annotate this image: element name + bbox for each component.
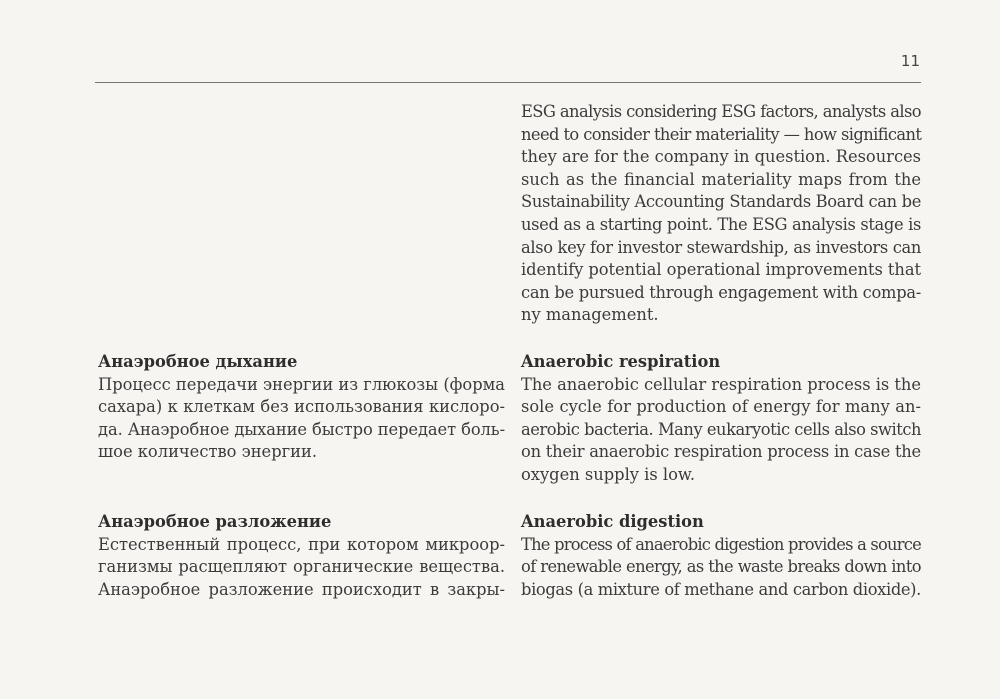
definition-line: сахара) к клеткам без использования кислоро-: [98, 397, 505, 417]
term-heading: Анаэробное разложение: [98, 512, 332, 531]
definition-line: sole cycle for production of energy for many an-: [521, 397, 921, 417]
glossary-entry-ru-anaerobic-digestion: [98, 511, 505, 601]
glossary-entry-ru-anaerobic-respiration: [98, 351, 505, 464]
definition-line: on their anaerobic respiration process in case the: [521, 442, 921, 462]
definition-line: oxygen supply is low.: [521, 464, 696, 484]
definition-line: The process of anaerobic digestion provides a source: [521, 534, 921, 554]
paragraph-line: need to consider their materiality — how significant: [521, 124, 922, 144]
term-heading: Anaerobic digestion: [521, 512, 704, 531]
term-heading: Анаэробное дыхание: [98, 352, 298, 371]
paragraph-line: such as the financial materiality maps from the: [521, 169, 921, 189]
glossary-entry-en-anaerobic-respiration: [521, 351, 921, 487]
glossary-entry-en-anaerobic-digestion: [521, 511, 921, 601]
paragraph-line: also key for investor stewardship, as investors can: [521, 237, 921, 257]
definition-line: Естественный процесс, при котором микроор-: [98, 534, 505, 554]
paragraph-line: ESG analysis considering ESG factors, analysts also: [521, 102, 921, 121]
definition-line: The anaerobic cellular respiration process is the: [521, 374, 921, 394]
definition-line: ганизмы расщепляют органические вещества.: [98, 557, 505, 577]
page-number: 11: [900, 52, 920, 70]
continuation-paragraph: [521, 101, 921, 327]
paragraph-line: used as a starting point. The ESG analysis stage is: [521, 214, 922, 234]
definition-line: aerobic bacteria. Many eukaryotic cells also switch: [521, 419, 922, 439]
definition-line: шое количество энергии.: [98, 442, 318, 462]
definition-line: да. Анаэробное дыхание быстро передает боль-: [98, 419, 506, 439]
definition-line: Анаэробное разложение происходит в закры-: [98, 579, 505, 599]
definition-line: of renewable energy, as the waste breaks down into: [521, 557, 922, 577]
term-heading: Anaerobic respiration: [521, 352, 721, 371]
paragraph-line: can be pursued through engagement with compa-: [521, 282, 921, 302]
paragraph-line: identify potential operational improvements that: [521, 260, 922, 280]
definition-line: biogas (a mixture of methane and carbon dioxide).: [521, 579, 921, 599]
top-rule: [95, 82, 921, 83]
paragraph-line: they are for the company in question. Resources: [521, 147, 922, 167]
definition-line: Процесс передачи энергии из глюкозы (форма: [98, 374, 505, 394]
paragraph-line: ny management.: [521, 305, 659, 325]
paragraph-line: Sustainability Accounting Standards Board can be: [521, 192, 921, 212]
